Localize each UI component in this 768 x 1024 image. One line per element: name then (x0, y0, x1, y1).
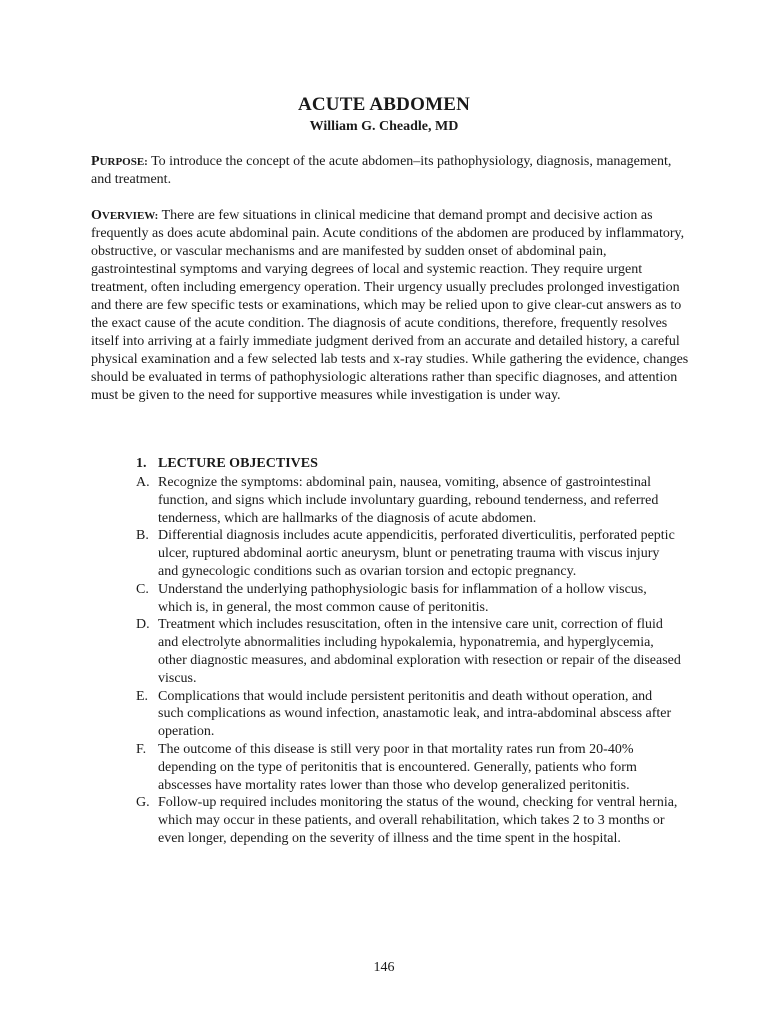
list-item-text: Differential diagnosis includes acute appendicitis, perforated diverticulitis, perforated peptic ulcer, ruptured abdominal aortic aneurysm, blunt or penetrating trauma with viscus injury and gynecologic conditions such as ovarian torsion and ectopic pregnancy. (158, 528, 675, 579)
list-item-text: Understand the underlying pathophysiologic basis for inflammation of a hollow viscus, which is, in general, the most common cause of peritonitis. (158, 581, 647, 615)
list-item (136, 474, 681, 527)
overview-text: There are few situations in clinical medicine that demand prompt and decisive action as frequently as does acute abdominal pain. Acute conditions of the abdomen are produced by inflammatory, obstructive, or vascular mechanisms and are manifested by sudden onset of abdominal pain, gastrointestinal symptoms and varying degrees of local and systemic reaction. They require urgent treatment, often including emergency operation. Their urgency usually precludes prolonged investigation and there are few specific tests or examinations, which may be relied upon to give clear-cut answers as to the exact cause of the acute condition. The diagnosis of acute conditions, therefore, frequently resolves itself into arriving at a fairly immediate judgment derived from an accurate and detailed history, a careful physical examination and a few selected lab tests and x-ray studies. While gathering the evidence, changes should be evaluated in terms of pathophysiologic alterations rather than specific diagnoses, and attention must be given to the need for supportive measures while investigation is under way. (91, 208, 689, 403)
list-item-letter: C. (136, 581, 149, 597)
purpose-label: PURPOSE: (91, 154, 148, 169)
list-item-text: The outcome of this disease is still very poor in that mortality rates run from 20-40% depending on the type of peritonitis that is encountered. Generally, patients who form abscesses have mortality rates lower than those who develop generalized peritonitis. (158, 741, 637, 793)
list-item (136, 741, 681, 794)
purpose-paragraph (91, 153, 691, 189)
list-item (136, 616, 681, 687)
list-item (136, 581, 681, 617)
list-item-letter: B. (136, 528, 149, 544)
list-item (136, 527, 681, 580)
list-item (136, 688, 681, 741)
list-item-letter: A. (136, 475, 150, 490)
overview-label: OVERVIEW: (91, 208, 159, 223)
section-number: 1. (136, 456, 147, 471)
purpose-text: To introduce the concept of the acute abdomen–its pathophysiology, diagnosis, management, and treatment. (91, 154, 672, 187)
section-title: LECTURE OBJECTIVES (158, 456, 318, 471)
page-number: 146 (373, 960, 395, 975)
list-item-letter: E. (136, 688, 149, 704)
section-heading (136, 456, 318, 472)
objectives-list (136, 474, 681, 848)
list-item-text: Recognize the symptoms: abdominal pain, nausea, vomiting, absence of gastrointestinal function, and signs which include involuntary guarding, rebound tenderness, and referred tenderness, which are hallmarks of the diagnosis of acute abdomen. (158, 475, 659, 526)
list-item-letter: D. (136, 617, 150, 633)
list-item (136, 794, 681, 847)
list-item-letter: G. (136, 795, 150, 811)
list-item-letter: F. (136, 741, 147, 757)
list-item-text: Treatment which includes resuscitation, often in the intensive care unit, correction of fluid and electrolyte abnormalities including hypokalemia, hyponatremia, and hyperglycemia, other diagnostic measures, and abdominal exploration with resection or repair of the diseased viscus. (158, 617, 681, 686)
list-item-text: Complications that would include persistent peritonitis and death without operation, and such complications as wound infection, anastamotic leak, and intra-abdominal abscess after operation. (158, 688, 672, 740)
document-author: William G. Cheadle, MD (309, 119, 459, 134)
overview-paragraph (91, 207, 691, 405)
document-title: ACUTE ABDOMEN (297, 94, 471, 115)
list-item-text: Follow-up required includes monitoring the status of the wound, checking for ventral hernia, which may occur in these patients, and overall rehabilitation, which takes 2 to 3 months or even longer, depending on the severity of illness and the time spent in the hospital. (158, 795, 678, 846)
